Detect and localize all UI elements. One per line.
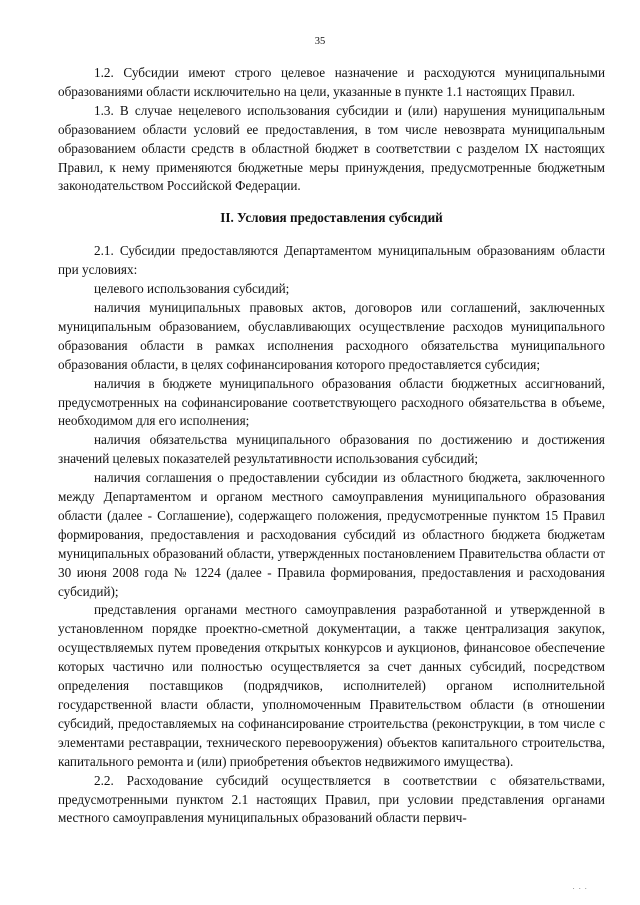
condition-target-use: целевого использования субсидий; [94, 281, 290, 297]
paragraph-1-3: 1.3. В случае нецелевого использования субсидии и (или) нарушения муниципальным образованием области условий ее предоставления, в том числе невозврата муниципальным образованием области средств в областной бюджет в соответствии с разделом IX настоящих Правил, к нему применяются бюджетные меры принуждения, предусмотренные бюджетным законодательством Российской Федерации. [58, 102, 605, 194]
condition-legal-acts: наличия муниципальных правовых актов, договоров или соглашений, заключенных муниципальным образованием, обуславливающих осуществление расходов муниципального образования области в рамках исполнения расходного обязательства муниципального образования области, в целях софинансирования которого предоставляется субсидия; [58, 299, 605, 372]
paragraph-2-1: 2.1. Субсидии предоставляются Департаментом муниципальным образованиям области при условиях: [58, 243, 605, 278]
document-body [58, 64, 605, 828]
condition-agreement: наличия соглашения о предоставлении субсидии из областного бюджета, заключенного между Департаментом и органом местного самоуправления муниципального образования области (далее - Соглашение), содержащего положения, предусмотренные пунктом 15 Правил формирования, предоставления и расходования субсидий из областного бюджета бюджетам муниципальных образований области, утвержденных постановлением Правительства области от 30 июня 2008 года № 1224 (далее - Правила формирования, предоставления и расходования субсидий); [58, 470, 605, 599]
condition-target-indicators: наличия обязательства муниципального образования по достижению и достижения значений целевых показателей результативности использования субсидий; [58, 432, 605, 467]
paragraph-1-2: 1.2. Субсидии имеют строго целевое назначение и расходуются муниципальными образованиями области исключительно на цели, указанные в пункте 1.1 настоящих Правил. [58, 65, 605, 99]
condition-budget-allocations: наличия в бюджете муниципального образования области бюджетных ассигнований, предусмотренных на софинансирование соответствующего расходного обязательства в объеме, необходимом для его исполнения; [58, 375, 605, 429]
condition-design-documentation: представления органами местного самоуправления разработанной и утвержденной в установленном порядке проектно-сметной документации, а также централизация закупок, осуществляемых путем проведения открытых конкурсов и аукционов, финансовое обеспечение которых частично или полностью осуществляется за счет данных субсидий, посредством определения поставщиков (подрядчиков, исполнителей) органом исполнительной государственной власти области, уполномоченным Правительством области (в отношении субсидий, предоставляемых на софинансирование строительства (реконструкции, в том числе с элементами реставрации, технического перевооружения) объектов капитального строительства, капитального ремонта и (или) приобретения объектов недвижимого имущества). [58, 602, 605, 769]
section-title: II. Условия предоставления субсидий [220, 210, 443, 226]
scan-mark: · · · [572, 885, 588, 893]
page-number: 35 [314, 36, 326, 47]
paragraph-2-2: 2.2. Расходование субсидий осуществляется в соответствии с обязательствами, предусмотренными пунктом 2.1 настоящих Правил, при условии представления органами местного самоуправления муниципальных образований области первич- [58, 772, 605, 826]
